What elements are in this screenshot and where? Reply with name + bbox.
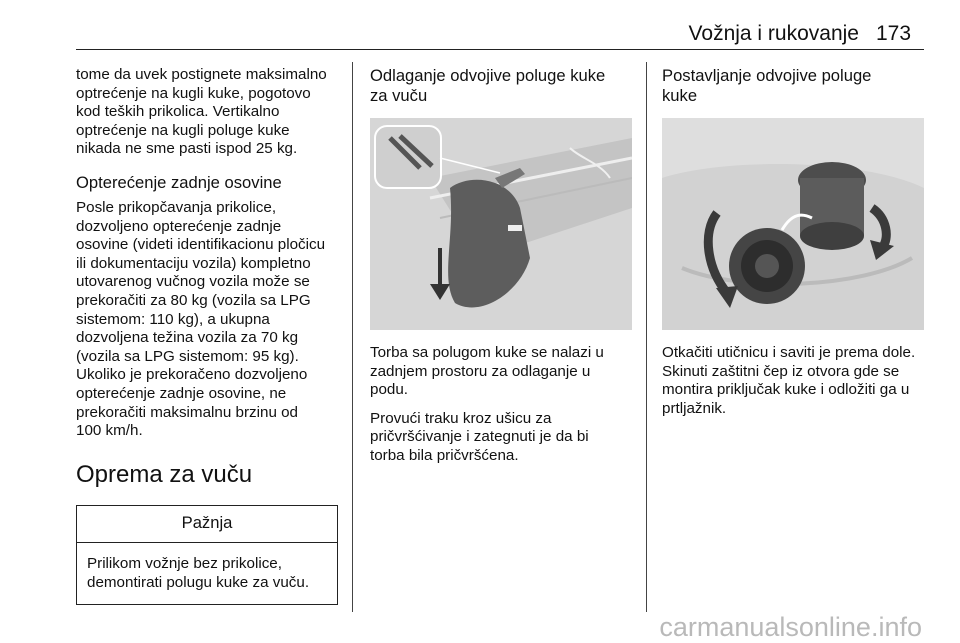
towing-section-heading: Oprema za vuču <box>76 460 253 488</box>
column-divider <box>646 62 647 612</box>
storage-caption: Torba sa polugom kuke se nalazi u zadnjem prostoru za odlaganje u podu. <box>370 344 604 399</box>
caution-text: Prilikom vožnje bez prikolice, demontirati polugu kuke za vuču. <box>87 555 310 591</box>
caution-title: Pažnja <box>77 506 337 544</box>
watermark: carmanualsonline.info <box>659 612 922 642</box>
strap-instruction: Provući traku kroz ušicu za pričvršćivanje i zategnuti je da bi torba bila pričvršćena. <box>370 409 589 464</box>
socket-illustration <box>662 118 924 330</box>
column-divider <box>352 62 353 612</box>
page-number: 173 <box>876 22 912 45</box>
tow-bar-bag-illustration <box>370 118 632 330</box>
axle-load-heading: Opterećenje zadnje osovine <box>76 172 282 192</box>
column-middle <box>370 66 638 476</box>
header-divider <box>76 49 924 50</box>
storage-heading: Odlaganje odvojive poluge kuke za vuču <box>370 66 606 105</box>
mounting-caption: Otkačiti utičnicu i saviti je prema dole. Skinuti zaštitni čep iz otvora gde se montira priključak kuke i odložiti ga u prtljažnik. <box>662 344 916 417</box>
section-title: Vožnja i rukovanje <box>688 22 859 45</box>
column-left <box>76 66 348 605</box>
intro-paragraph: tome da uvek postignete maksimalno optrećenje na kugli kuke, pogotovo kod teških prikolica. Vertikalno optrećenje na kugli poluge kuke nikada ne sme pasti ispod 25 kg. <box>76 66 327 158</box>
mounting-heading: Postavljanje odvojive poluge kuke <box>662 66 872 105</box>
column-right <box>662 66 930 428</box>
axle-load-paragraph: Posle prikopčavanja prikolice, dozvoljeno opterećenje zadnje osovine (videti identifikacionu pločicu ili dokumentaciju vozila) kompletno utovarenog vučnog vozila može se prekoračiti za 80 kg (vozila sa LPG sistemom: 110 kg), a ukupna dozvoljena težina vozila za 70 kg (vozila sa LPG sistemom: 95 kg). Ukoliko je prekoračeno dozvoljeno opterećenje zadnje osovine, ne prekoračiti maksimalnu brzinu od 100 km/h. <box>76 198 326 440</box>
caution-box <box>76 505 338 606</box>
